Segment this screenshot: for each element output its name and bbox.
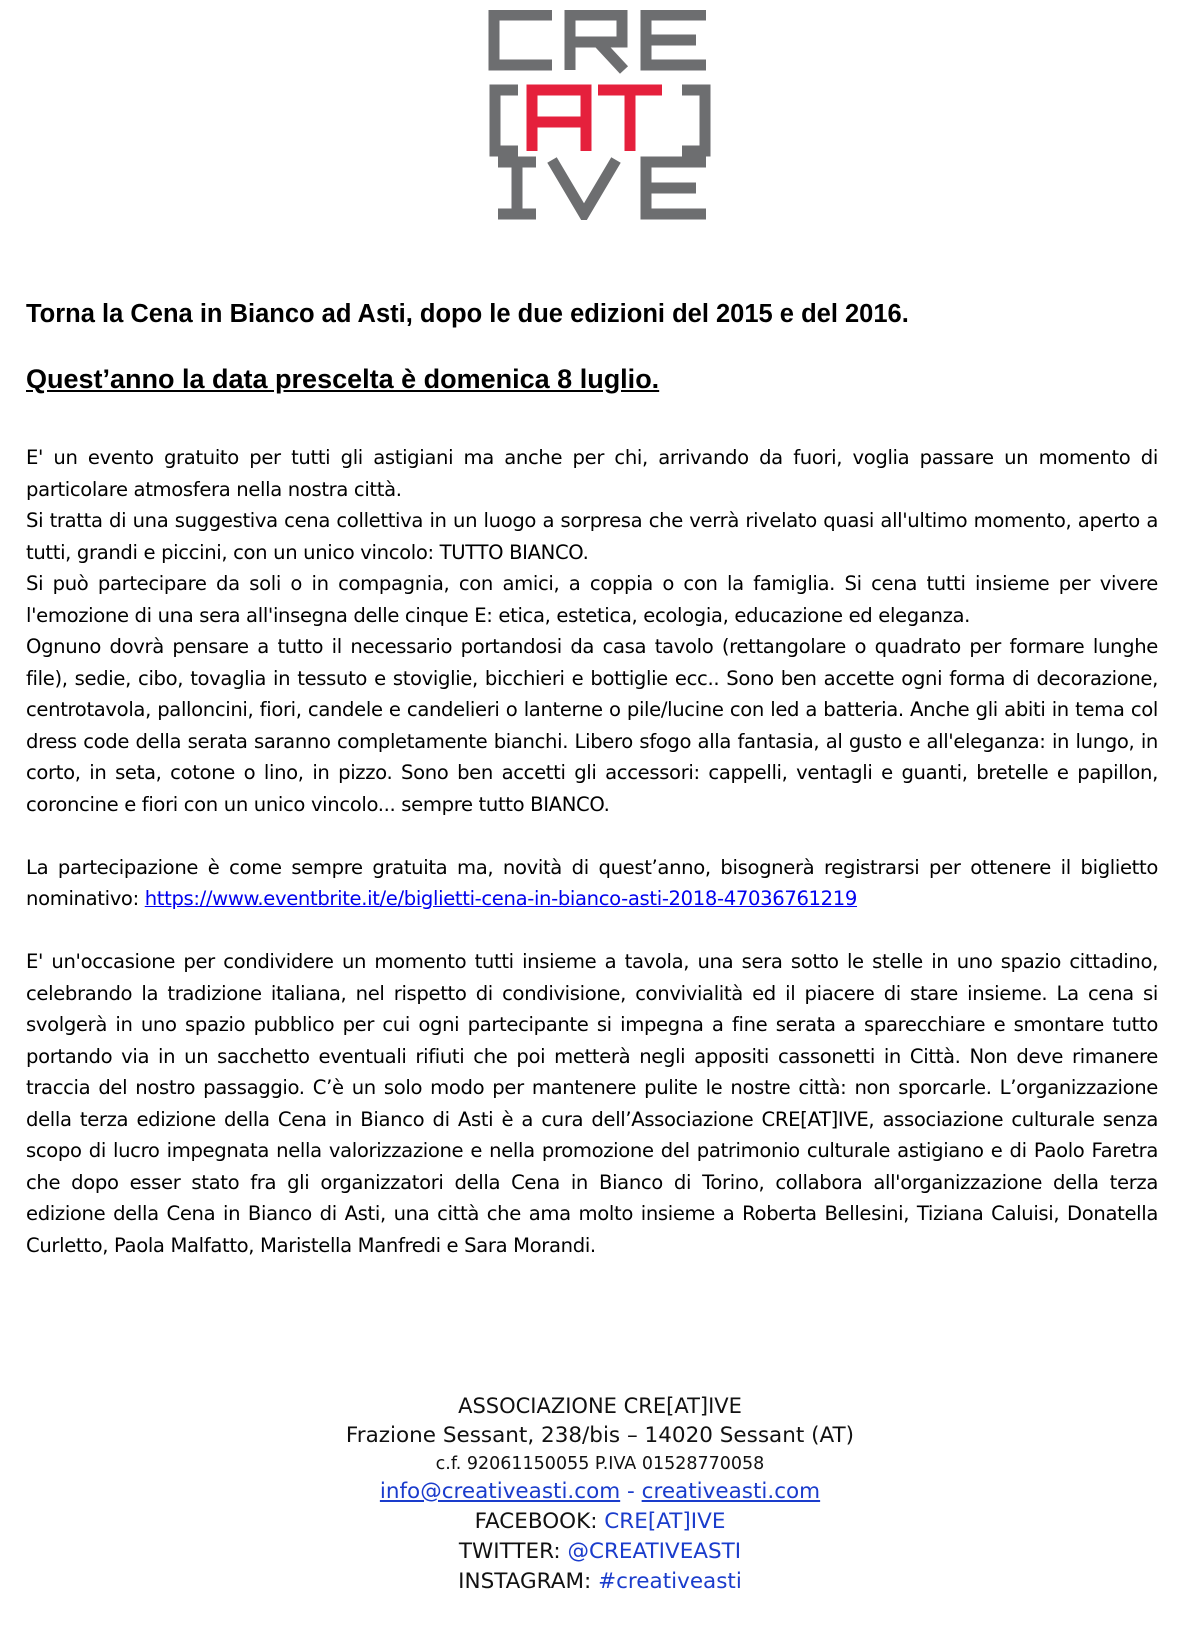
footer-links [0, 1477, 1200, 1507]
facebook-link[interactable]: CRE[AT]IVE [604, 1509, 726, 1534]
website-link[interactable]: creativeasti.com [641, 1479, 821, 1504]
headline: Torna la Cena in Bianco ad Asti, dopo le due edizioni del 2015 e del 2016. [26, 300, 909, 328]
creative-logo [488, 10, 714, 220]
footer-contacts [0, 1391, 1200, 1597]
footer-facebook [0, 1507, 1200, 1537]
instagram-label: INSTAGRAM: [458, 1569, 592, 1594]
twitter-label: TWITTER: [458, 1539, 561, 1564]
footer-instagram [0, 1567, 1200, 1597]
subheadline-date: Quest’anno la data prescelta è domenica 8 luglio. [26, 364, 660, 394]
registration-text: La partecipazione è come sempre gratuita ma, novità di quest’anno, bisognerà registrarsi per ottenere il biglietto nominativo: [26, 855, 1158, 910]
footer-org-name: ASSOCIAZIONE CRE[AT]IVE [458, 1394, 742, 1418]
email-link[interactable]: info@creativeasti.com [379, 1479, 621, 1504]
creative-logo-mark [488, 10, 714, 220]
eventbrite-link[interactable]: https://www.eventbrite.it/e/biglietti-cena-in-bianco-asti-2018-47036761219 [144, 887, 858, 910]
paragraph-intro: E' un evento gratuito per tutti gli astigiani ma anche per chi, arrivando da fuori, voglia passare un momento di particolare atmosfera nella nostra città. [26, 446, 1158, 501]
paragraph-description: Si tratta di una suggestiva cena collettiva in un luogo a sorpresa che verrà rivelato quasi all'ultimo momento, aperto a tutti, grandi e piccini, con un unico vincolo: TUTTO BIANCO. [26, 509, 1158, 564]
facebook-label: FACEBOOK: [474, 1509, 598, 1534]
twitter-link[interactable]: @CREATIVEASTI [567, 1539, 742, 1564]
paragraph-organization: E' un'occasione per condividere un momento tutti insieme a tavola, una sera sotto le stelle in uno spazio cittadino, celebrando la tradizione italiana, nel rispetto di condivisione, convivialità ed il piacere di stare insieme. La cena si svolgerà in uno spazio pubblico per cui ogni partecipante si impegna a fine serata a sparecchiare e smontare tutto portando via in un sacchetto eventuali rifiuti che poi metterà negli appositi cassonetti in Città. Non deve rimanere traccia del nostro passaggio. C’è un solo modo per mantenere pulite le nostre città: non sporcarle. L’organizzazione della terza edizione della Cena in Bianco di Asti è a cura dell’Associazione CRE[AT]IVE, associazione culturale senza scopo di lucro impegnata nella valorizzazione e nella promozione del patrimonio culturale astigiano e di Paolo Faretra che dopo esser stato fra gli organizzatori della Cena in Bianco di Torino, collabora all'organizzazione della terza edizione della Cena in Bianco di Asti, una città che ama molto insieme a Roberta Bellesini, Tiziana Caluisi, Donatella Curletto, Paola Malfatto, Maristella Manfredi e Sara Morandi. [26, 950, 1158, 1257]
press-release-body [26, 298, 1158, 1261]
paragraph-what-to-bring: Ognuno dovrà pensare a tutto il necessario portandosi da casa tavolo (rettangolare o quadrato per formare lunghe file), sedie, cibo, tovaglia in tessuto e stoviglie, bicchieri e bottiglie ecc.. Sono ben accette ogni forma di decorazione, centrotavola, palloncini, fiori, candele e candelieri o lanterne o pile/lucine con led a batteria. Anche gli abiti in tema col dress code della serata saranno completamente bianchi. Libero sfogo alla fantasia, al gusto e all'eleganza: in lungo, in corto, in seta, cotone o lino, in pizzo. Sono ben accetti gli accessori: cappelli, ventagli e guanti, bretelle e papillon, coroncine e fiori con un unico vincolo... sempre tutto BIANCO. [26, 635, 1158, 816]
instagram-link[interactable]: #creativeasti [598, 1569, 742, 1594]
footer-fiscal-codes: c.f. 92061150055 P.IVA 01528770058 [435, 1454, 765, 1474]
paragraph-participation: Si può partecipare da soli o in compagnia, con amici, a coppia o con la famiglia. Si cena tutti insieme per vivere l'emozione di una sera all'insegna delle cinque E: etica, estetica, ecologia, educazione ed eleganza. [26, 572, 1158, 627]
paragraph-registration [26, 852, 1158, 915]
link-separator: - [627, 1479, 635, 1504]
footer-twitter [0, 1537, 1200, 1567]
footer-address: Frazione Sessant, 238/bis – 14020 Sessant (AT) [345, 1423, 855, 1448]
